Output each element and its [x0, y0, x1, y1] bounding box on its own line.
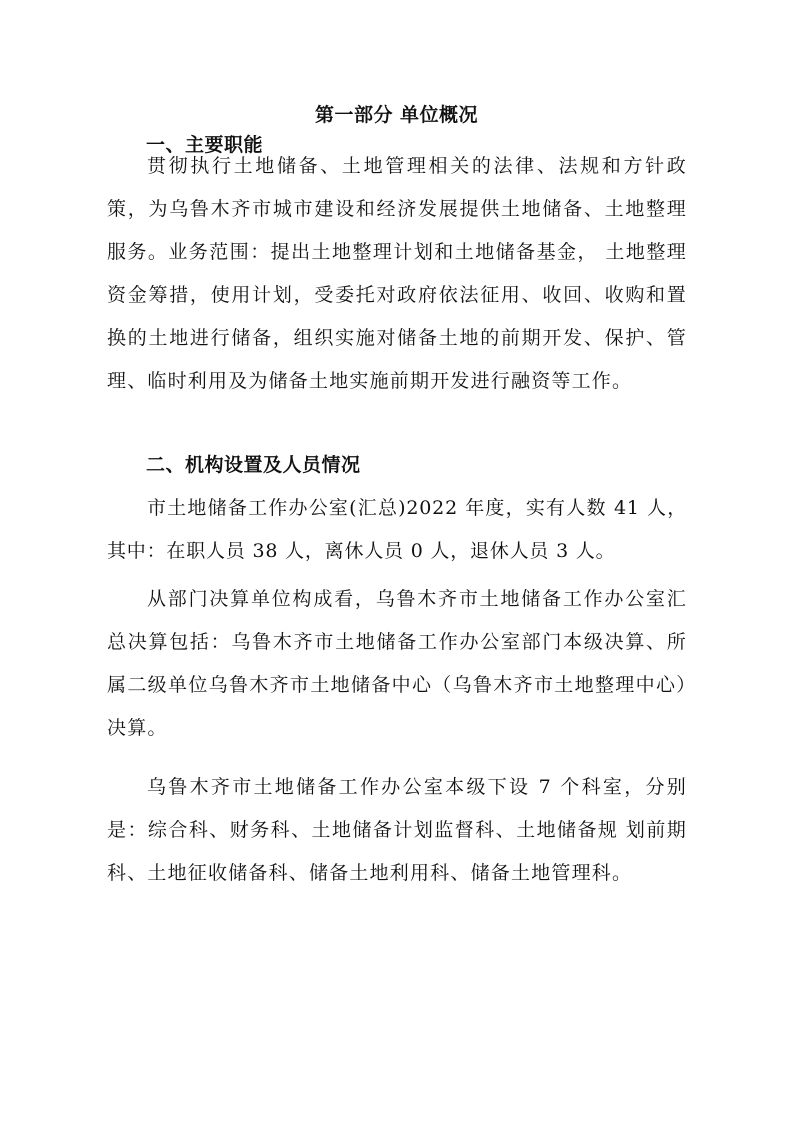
section-heading-main-functions: 一、主要职能 [146, 134, 264, 156]
section-heading-organization: 二、机构设置及人员情况 [146, 454, 361, 476]
paragraph-staffing: 市土地储备工作办公室(汇总)2022 年度，实有人数 41 人，其中：在职人员 38 人，离休人员 0 人，退休人员 3 人。 [107, 497, 687, 562]
paragraph-main-functions: 贯彻执行土地储备、土地管理相关的法律、法规和方针政策，为乌鲁木齐市城市建设和经济发展提供土地储备、土地整理服务。业务范围：提出土地整理计划和土地储备基金， 土地整理资金筹措，使用计划，受委托对政府依法征用、收回、收购和置换的土地进行储备，组织实施对储备土地的前期开发、保护、管理、临时利用及为储备土地实施前期开发进行融资等工作。 [107, 155, 687, 392]
page-title: 第一部分 单位概况 [314, 104, 479, 126]
paragraph-budget-units: 从部门决算单位构成看，乌鲁木齐市土地储备工作办公室汇总决算包括：乌鲁木齐市土地储备工作办公室部门本级决算、所属二级单位乌鲁木齐市土地储备中心（乌鲁木齐市土地整理中心）决算。 [107, 588, 687, 739]
paragraph-departments: 乌鲁木齐市土地储备工作办公室本级下设 7 个科室，分别是：综合科、财务科、土地储备计划监督科、土地储备规 划前期科、土地征收储备科、储备土地利用科、储备土地管理科。 [107, 776, 687, 884]
